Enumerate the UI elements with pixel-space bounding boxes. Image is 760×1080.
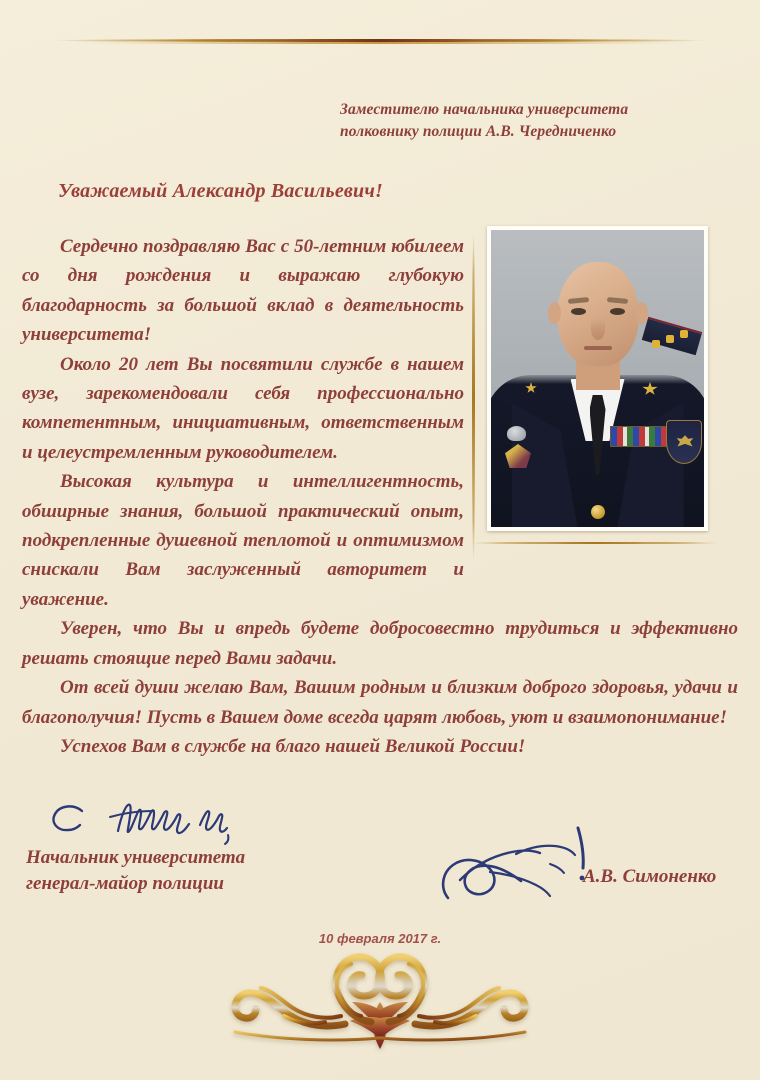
addressee-line-2: полковнику полиции А.В. Чередниченко	[340, 123, 617, 141]
ornament-volute-left-inner	[261, 964, 361, 1023]
signer-title-line-2: генерал-майор полиции	[26, 873, 224, 894]
top-ornament-rule	[50, 38, 710, 45]
body-paragraph-6: Успехов Вам в службе на благо нашей Великой России!	[60, 735, 526, 757]
body-paragraph-2: Около 20 лет Вы посвятили службе в нашем вузе, зарекомендовали себя профессионально компетентным, инициативным, ответственным и целеустремленным руководителем.	[22, 353, 464, 463]
signer-title	[26, 845, 245, 897]
body-paragraph-1: Сердечно поздравляю Вас с 50-летним юбилеем со дня рождения и выражаю глубокую благодарность за большой вклад в деятельность университета!	[22, 236, 464, 346]
addressee-block	[340, 99, 740, 144]
signer-signature-scribble	[430, 820, 620, 910]
body-paragraph-3: Высокая культура и интеллигентность, обширные знания, большой практический опыт, подкрепленные душевной теплотой и оптимизмом снискали Вам заслуженный авторитет и уважение.	[22, 471, 464, 610]
addressee-line-1: Заместителю начальника университета	[340, 101, 629, 118]
bottom-ornament-flourish	[175, 952, 585, 1057]
salutation: Уважаемый Александр Васильевич!	[58, 180, 384, 202]
body-paragraph-4: Уверен, что Вы и впредь будете добросовестно трудиться и эффективно решать стоящие перед Вами задачи.	[22, 618, 738, 669]
date-label: 10 февраля 2017 г.	[318, 931, 442, 946]
ornament-volute-right-inner	[399, 964, 499, 1023]
signer-name: А.В. Симоненко	[583, 866, 717, 887]
top-rule-bar-secondary	[76, 42, 683, 44]
body-paragraph-5: От всей души желаю Вам, Вашим родным и близким доброго здоровья, удачи и благополучия! Пусть в Вашем доме всегда царят любовь, уют и взаимопонимание!	[22, 677, 738, 728]
letter-body	[22, 232, 738, 761]
ornament-center-plume	[350, 1002, 410, 1049]
signer-title-line-1: Начальник университета	[26, 847, 246, 868]
